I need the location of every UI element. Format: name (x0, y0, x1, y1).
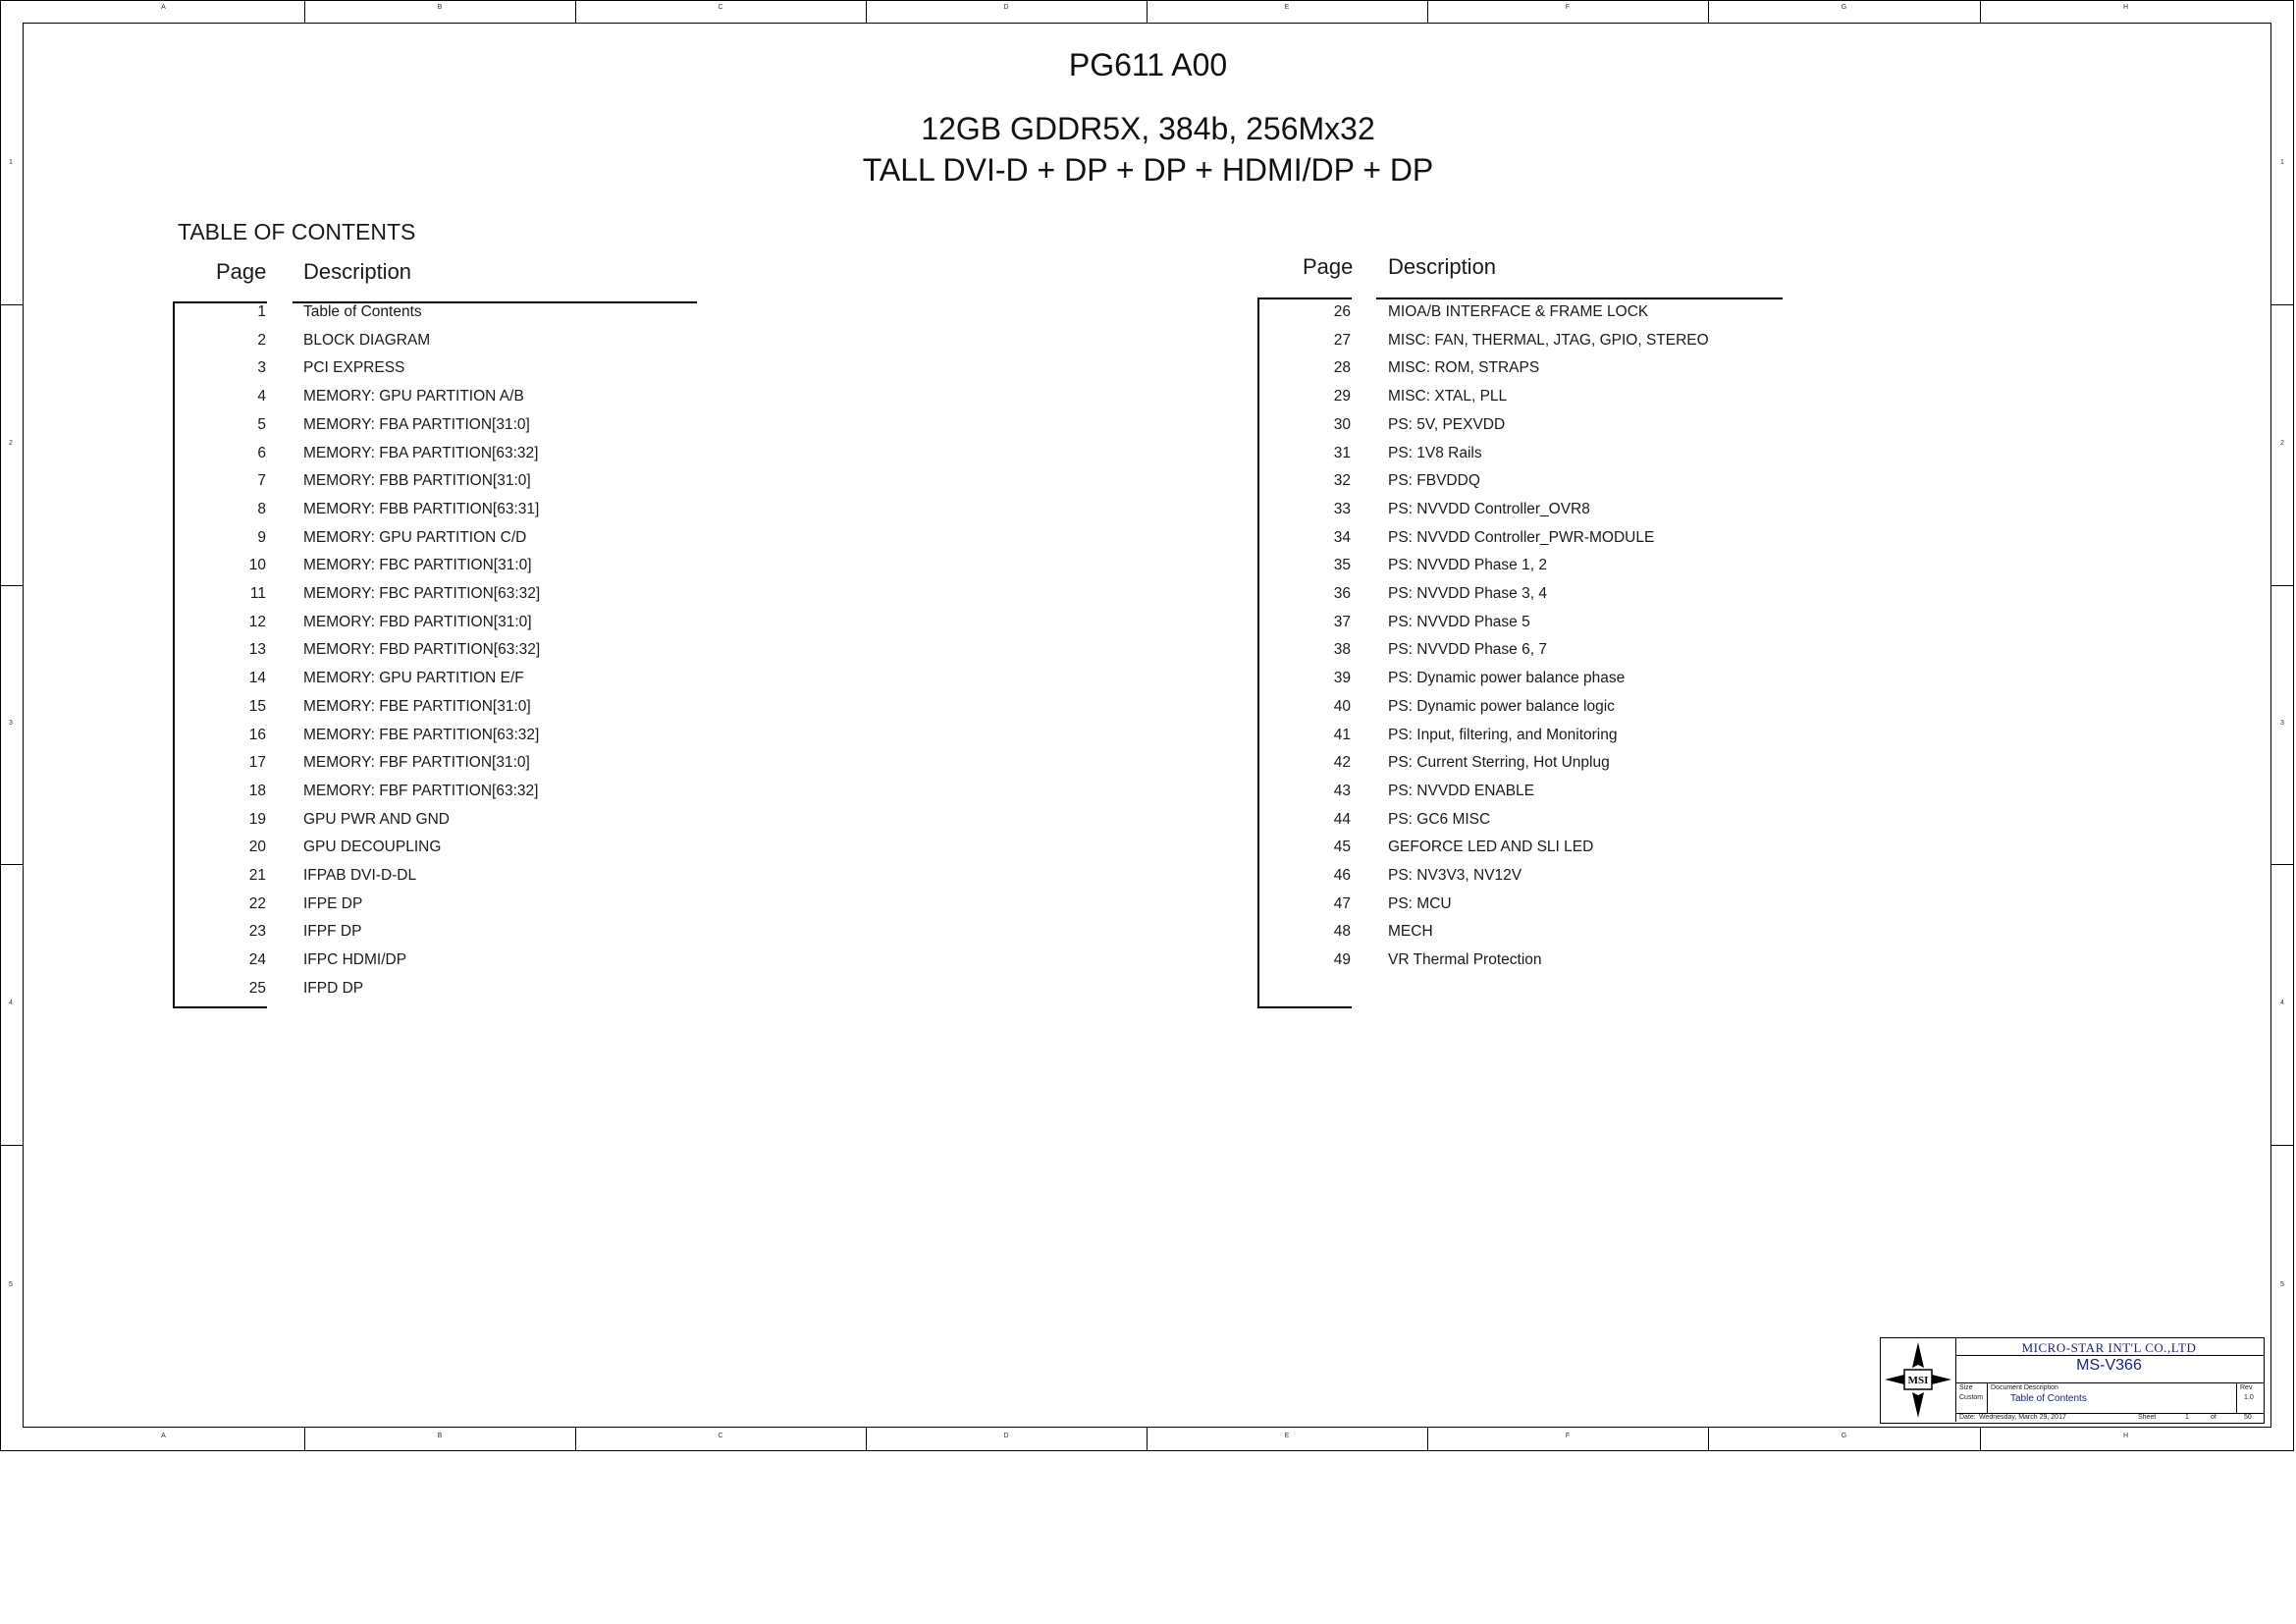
toc-description: IFPD DP (303, 979, 364, 997)
toc-description: MEMORY: FBC PARTITION[31:0] (303, 557, 532, 574)
toc-page-number: 34 (1333, 528, 1351, 546)
toc-page-number: 16 (248, 726, 266, 743)
toc-page-number: 32 (1333, 472, 1351, 490)
of-value: 50 (2244, 1414, 2252, 1421)
toc-page-number: 36 (1333, 585, 1351, 602)
toc-page-number: 7 (257, 472, 266, 490)
toc-description: MEMORY: FBB PARTITION[31:0] (303, 472, 531, 490)
toc-description: MEMORY: FBA PARTITION[63:32] (303, 444, 539, 461)
toc-description: GPU DECOUPLING (303, 839, 442, 856)
zone-column-label: G (1841, 4, 1847, 11)
memory-config: 12GB GDDR5X, 384b, 256Mx32 (921, 111, 1375, 146)
toc-description: PS: GC6 MISC (1388, 810, 1491, 828)
zone-tick (2271, 585, 2294, 586)
toc-description: MEMORY: GPU PARTITION E/F (303, 670, 524, 687)
toc-page-number: 13 (248, 641, 266, 659)
toc-description: MISC: FAN, THERMAL, JTAG, GPIO, STEREO (1388, 331, 1709, 349)
toc-page-number: 9 (257, 528, 266, 546)
toc-description: PS: NV3V3, NV12V (1388, 867, 1522, 884)
zone-column-label: A (161, 4, 166, 11)
zone-column-label: C (718, 1433, 723, 1439)
toc-description: BLOCK DIAGRAM (303, 331, 431, 349)
sheet-label: Sheet (2138, 1414, 2157, 1421)
toc-page-number: 12 (248, 613, 266, 630)
toc-description: GEFORCE LED AND SLI LED (1388, 839, 1594, 856)
sheet-value: 1 (2185, 1414, 2189, 1421)
toc-heading: TABLE OF CONTENTS (178, 219, 416, 244)
toc-description: MIOA/B INTERFACE & FRAME LOCK (1388, 303, 1649, 320)
doc-value: Table of Contents (2010, 1393, 2087, 1404)
zone-column-label: D (1003, 1433, 1009, 1439)
zone-tick (2271, 304, 2294, 305)
zone-column-label: F (1565, 4, 1571, 11)
toc-description: MEMORY: FBF PARTITION[31:0] (303, 754, 530, 772)
toc-page-number: 33 (1333, 500, 1351, 517)
toc-description: PS: NVVDD Phase 6, 7 (1388, 641, 1547, 659)
toc-description: IFPF DP (303, 923, 362, 941)
logo-text: MSI (1907, 1375, 1929, 1386)
zone-row-label: 3 (9, 720, 13, 727)
toc-description: PS: NVVDD Phase 5 (1388, 613, 1530, 630)
toc-description: MISC: ROM, STRAPS (1388, 359, 1540, 377)
zone-tick (575, 1428, 576, 1451)
zone-column-label: C (718, 4, 723, 11)
toc-page-number: 48 (1333, 923, 1351, 941)
date-value: Wednesday, March 29, 2017 (1979, 1414, 2066, 1421)
toc-description: IFPC HDMI/DP (303, 951, 407, 969)
zone-row-label: 4 (2280, 1000, 2284, 1006)
toc-page-number: 10 (248, 557, 266, 574)
toc-page-number: 38 (1333, 641, 1351, 659)
zone-tick (2271, 1145, 2294, 1146)
of-label: of (2211, 1414, 2216, 1421)
toc-description: PS: Current Sterring, Hot Unplug (1388, 754, 1610, 772)
size-value: Custom (1959, 1394, 1984, 1401)
zone-row-label: 5 (9, 1281, 13, 1288)
toc-page-number: 26 (1333, 303, 1351, 320)
toc-page-number: 31 (1333, 444, 1351, 461)
toc-page-number: 3 (257, 359, 266, 377)
zone-tick (1427, 0, 1428, 23)
zone-column-label: F (1565, 1433, 1571, 1439)
toc-page-number: 19 (248, 810, 266, 828)
toc-description: MEMORY: FBB PARTITION[63:31] (303, 500, 540, 517)
zone-tick (2271, 864, 2294, 865)
toc-description: PS: NVVDD Phase 3, 4 (1388, 585, 1547, 602)
toc-page-number: 42 (1333, 754, 1351, 772)
toc-description: MEMORY: FBE PARTITION[63:32] (303, 726, 540, 743)
toc-page-number: 14 (248, 670, 266, 687)
toc-description: IFPE DP (303, 894, 363, 912)
zone-row-label: 4 (9, 1000, 13, 1006)
toc-description: PS: NVVDD Controller_PWR-MODULE (1388, 528, 1655, 546)
msi-logo (1881, 1338, 1956, 1422)
zone-tick (304, 1428, 305, 1451)
zone-row-label: 3 (2280, 720, 2284, 727)
right-bracket-bottom (1257, 1006, 1352, 1008)
toc-page-number: 30 (1333, 415, 1351, 433)
toc-page-number: 20 (248, 839, 266, 856)
toc-page-number: 17 (248, 754, 266, 772)
right-page-underline (1257, 298, 1352, 299)
toc-description: MEMORY: FBA PARTITION[31:0] (303, 415, 530, 433)
zone-column-label: G (1841, 1433, 1847, 1439)
toc-description: MEMORY: FBC PARTITION[63:32] (303, 585, 541, 602)
size-label: Size (1959, 1384, 1973, 1391)
toc-description: MEMORY: FBF PARTITION[63:32] (303, 782, 539, 799)
zone-tick (0, 1145, 23, 1146)
toc-page-number: 5 (257, 415, 266, 433)
zone-tick (1708, 0, 1709, 23)
zone-tick (575, 0, 576, 23)
toc-description: MEMORY: FBE PARTITION[31:0] (303, 697, 531, 715)
left-page-header: Page (216, 259, 267, 284)
zone-tick (1427, 1428, 1428, 1451)
company-name: MICRO-STAR INT'L CO.,LTD (2021, 1340, 2197, 1355)
zone-column-label: D (1003, 4, 1009, 11)
toc-page-number: 25 (248, 979, 266, 997)
toc-page-number: 46 (1333, 867, 1351, 884)
right-description-header: Description (1388, 254, 1497, 279)
zone-tick (304, 0, 305, 23)
display-outputs: TALL DVI-D + DP + DP + HDMI/DP + DP (862, 152, 1434, 188)
rev-value: 1.0 (2244, 1394, 2254, 1401)
toc-page-number: 37 (1333, 613, 1351, 630)
zone-column-label: B (437, 1433, 443, 1439)
date-label: Date: (1959, 1414, 1976, 1421)
model-number: MS-V366 (2076, 1357, 2142, 1374)
doc-label: Document Description (1991, 1384, 2058, 1391)
toc-page-number: 2 (257, 331, 266, 349)
toc-page-number: 22 (248, 894, 266, 912)
zone-column-label: H (2122, 1433, 2129, 1439)
toc-description: Table of Contents (303, 303, 422, 320)
toc-description: PS: NVVDD Phase 1, 2 (1388, 557, 1547, 574)
zone-tick (0, 864, 23, 865)
toc-description: PS: FBVDDQ (1388, 472, 1480, 490)
toc-page-number: 40 (1333, 697, 1351, 715)
toc-page-number: 43 (1333, 782, 1351, 799)
toc-page-number: 49 (1333, 951, 1351, 969)
toc-description: PS: NVVDD Controller_OVR8 (1388, 500, 1590, 517)
toc-page-number: 11 (249, 585, 266, 602)
toc-description: MEMORY: FBD PARTITION[63:32] (303, 641, 541, 659)
toc-page-number: 4 (257, 388, 266, 406)
zone-row-label: 1 (9, 158, 13, 166)
toc-description: PCI EXPRESS (303, 359, 405, 377)
toc-description: PS: 1V8 Rails (1388, 444, 1482, 461)
toc-page-number: 45 (1333, 839, 1351, 856)
right-description-underline (1376, 298, 1783, 299)
zone-column-label: E (1284, 1433, 1290, 1439)
toc-description: PS: NVVDD ENABLE (1388, 782, 1535, 799)
toc-page-number: 23 (248, 923, 266, 941)
toc-description: GPU PWR AND GND (303, 810, 450, 828)
toc-page-number: 8 (257, 500, 266, 517)
toc-page-number: 27 (1333, 331, 1351, 349)
toc-page-number: 18 (248, 782, 266, 799)
toc-description: MISC: XTAL, PLL (1388, 388, 1508, 406)
toc-page-number: 44 (1333, 810, 1351, 828)
toc-page-number: 28 (1333, 359, 1351, 377)
toc-page-number: 21 (248, 867, 266, 884)
rev-label: Rev (2240, 1384, 2253, 1391)
toc-page-number: 35 (1333, 557, 1351, 574)
toc-description: MEMORY: GPU PARTITION A/B (303, 388, 524, 406)
toc-page-number: 6 (257, 444, 266, 461)
board-title: PG611 A00 (1068, 47, 1228, 82)
toc-page-number: 47 (1333, 894, 1351, 912)
zone-row-label: 2 (2280, 440, 2284, 447)
zone-tick (1708, 1428, 1709, 1451)
toc-description: PS: Input, filtering, and Monitoring (1388, 726, 1618, 743)
toc-page-number: 41 (1333, 726, 1351, 743)
zone-row-label: 2 (9, 440, 13, 447)
title-block (1880, 1337, 2265, 1424)
toc-description: PS: MCU (1388, 894, 1452, 912)
toc-description: MEMORY: GPU PARTITION C/D (303, 528, 527, 546)
zone-tick (1147, 0, 1148, 23)
toc-page-number: 29 (1333, 388, 1351, 406)
toc-page-number: 24 (248, 951, 266, 969)
toc-description: PS: 5V, PEXVDD (1388, 415, 1506, 433)
toc-description: PS: Dynamic power balance phase (1388, 670, 1626, 687)
zone-row-label: 1 (2280, 158, 2284, 166)
zone-tick (866, 0, 867, 23)
zone-column-label: B (437, 4, 443, 11)
zone-tick (1980, 1428, 1981, 1451)
zone-tick (0, 304, 23, 305)
toc-description: MEMORY: FBD PARTITION[31:0] (303, 613, 532, 630)
toc-page-number: 39 (1333, 670, 1351, 687)
zone-tick (1980, 0, 1981, 23)
toc-description: VR Thermal Protection (1388, 951, 1542, 969)
toc-description: PS: Dynamic power balance logic (1388, 697, 1615, 715)
toc-page-number: 1 (257, 303, 266, 320)
zone-column-label: A (161, 1433, 166, 1439)
zone-tick (866, 1428, 867, 1451)
left-bracket-bottom (173, 1006, 267, 1008)
left-description-header: Description (303, 259, 412, 284)
toc-description: MECH (1388, 923, 1433, 941)
zone-tick (1147, 1428, 1148, 1451)
toc-page-number: 15 (248, 697, 266, 715)
zone-column-label: H (2122, 4, 2129, 11)
toc-description: IFPAB DVI-D-DL (303, 867, 417, 884)
right-page-header: Page (1303, 254, 1354, 279)
zone-row-label: 5 (2280, 1281, 2284, 1288)
zone-column-label: E (1284, 4, 1290, 11)
zone-tick (0, 585, 23, 586)
